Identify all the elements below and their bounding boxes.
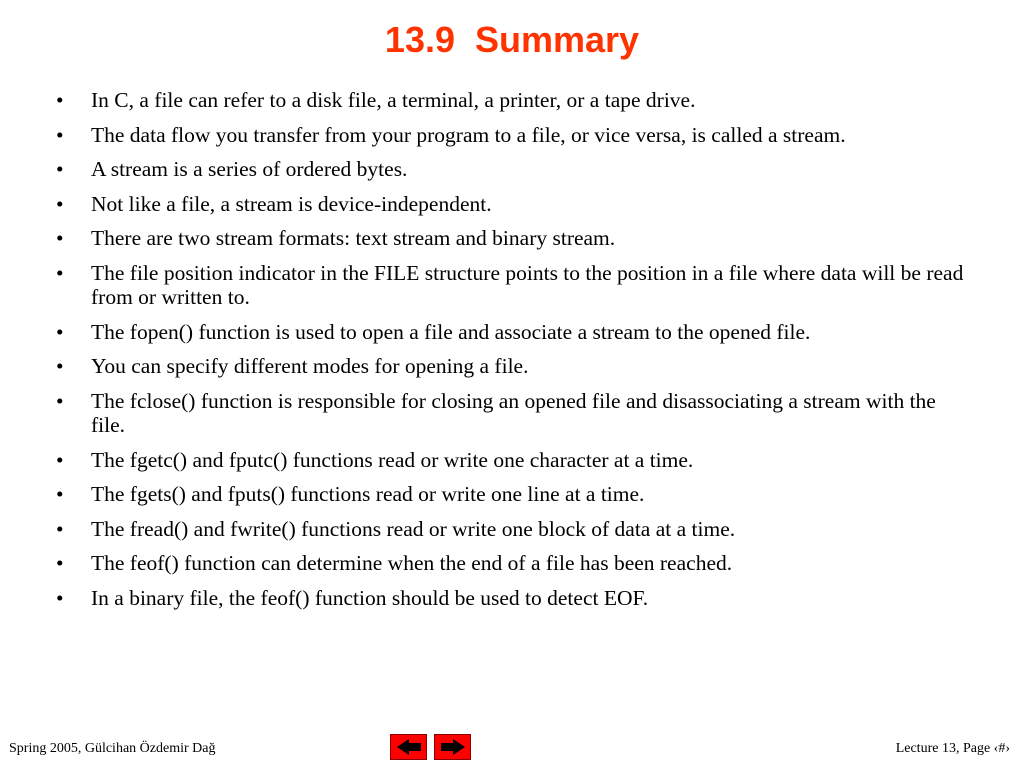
slide-title: 13.9 Summary <box>384 19 640 60</box>
bullet-marker: • <box>56 354 64 378</box>
bullet-marker: • <box>56 516 64 541</box>
list-item <box>56 482 968 517</box>
list-item <box>56 192 968 227</box>
previous-slide-button[interactable] <box>390 734 427 760</box>
next-arrow-icon <box>440 738 466 756</box>
list-item <box>56 448 968 483</box>
bullet-text: In a binary file, the feof() function should be used to detect EOF. <box>91 585 649 610</box>
bullet-marker: • <box>56 157 64 181</box>
bullet-text: Not like a file, a stream is device-independent. <box>91 191 492 216</box>
bullet-marker: • <box>56 260 64 285</box>
list-item <box>56 226 968 261</box>
list-item <box>56 551 968 586</box>
bullet-marker: • <box>56 388 64 413</box>
bullet-list <box>56 88 968 620</box>
list-item <box>56 320 968 355</box>
bullet-marker: • <box>56 226 64 250</box>
slide-navigation <box>390 734 471 760</box>
bullet-marker: • <box>56 122 64 147</box>
bullet-text: A stream is a series of ordered bytes. <box>91 157 408 181</box>
bullet-text: The fclose() function is responsible for closing an opened file and disassociating a stream with the file. <box>91 388 936 437</box>
footer-page-number: Lecture 13, Page ‹#› <box>895 741 1010 756</box>
bullet-text: There are two stream formats: text stream and binary stream. <box>91 226 616 250</box>
bullet-marker: • <box>56 482 64 506</box>
bullet-marker: • <box>56 447 64 472</box>
bullet-marker: • <box>56 551 64 575</box>
bullet-text: In C, a file can refer to a disk file, a terminal, a printer, or a tape drive. <box>91 88 696 112</box>
list-item <box>56 157 968 192</box>
list-item <box>56 261 968 320</box>
bullet-text: The feof() function can determine when the end of a file has been reached. <box>91 551 733 575</box>
bullet-marker: • <box>56 585 64 610</box>
list-item <box>56 88 968 123</box>
list-item <box>56 354 968 389</box>
bullet-text: The fread() and fwrite() functions read or write one block of data at a time. <box>91 516 736 541</box>
list-item <box>56 517 968 552</box>
list-item <box>56 586 968 621</box>
bullet-text: The file position indicator in the FILE structure points to the position in a file where data will be read from or written to. <box>91 260 964 309</box>
bullet-text: The fgets() and fputs() functions read or write one line at a time. <box>91 482 645 506</box>
bullet-marker: • <box>56 319 64 344</box>
next-slide-button[interactable] <box>434 734 471 760</box>
bullet-marker: • <box>56 88 64 112</box>
list-item <box>56 389 968 448</box>
bullet-marker: • <box>56 191 64 216</box>
previous-arrow-icon <box>396 738 422 756</box>
bullet-text: The data flow you transfer from your program to a file, or vice versa, is called a stream. <box>91 122 846 147</box>
bullet-text: The fgetc() and fputc() functions read or write one character at a time. <box>91 447 694 472</box>
list-item <box>56 123 968 158</box>
footer-author-date: Spring 2005, Gülcihan Özdemir Dağ <box>9 741 216 756</box>
bullet-text: You can specify different modes for opening a file. <box>91 354 529 378</box>
bullet-text: The fopen() function is used to open a file and associate a stream to the opened file. <box>91 319 811 344</box>
